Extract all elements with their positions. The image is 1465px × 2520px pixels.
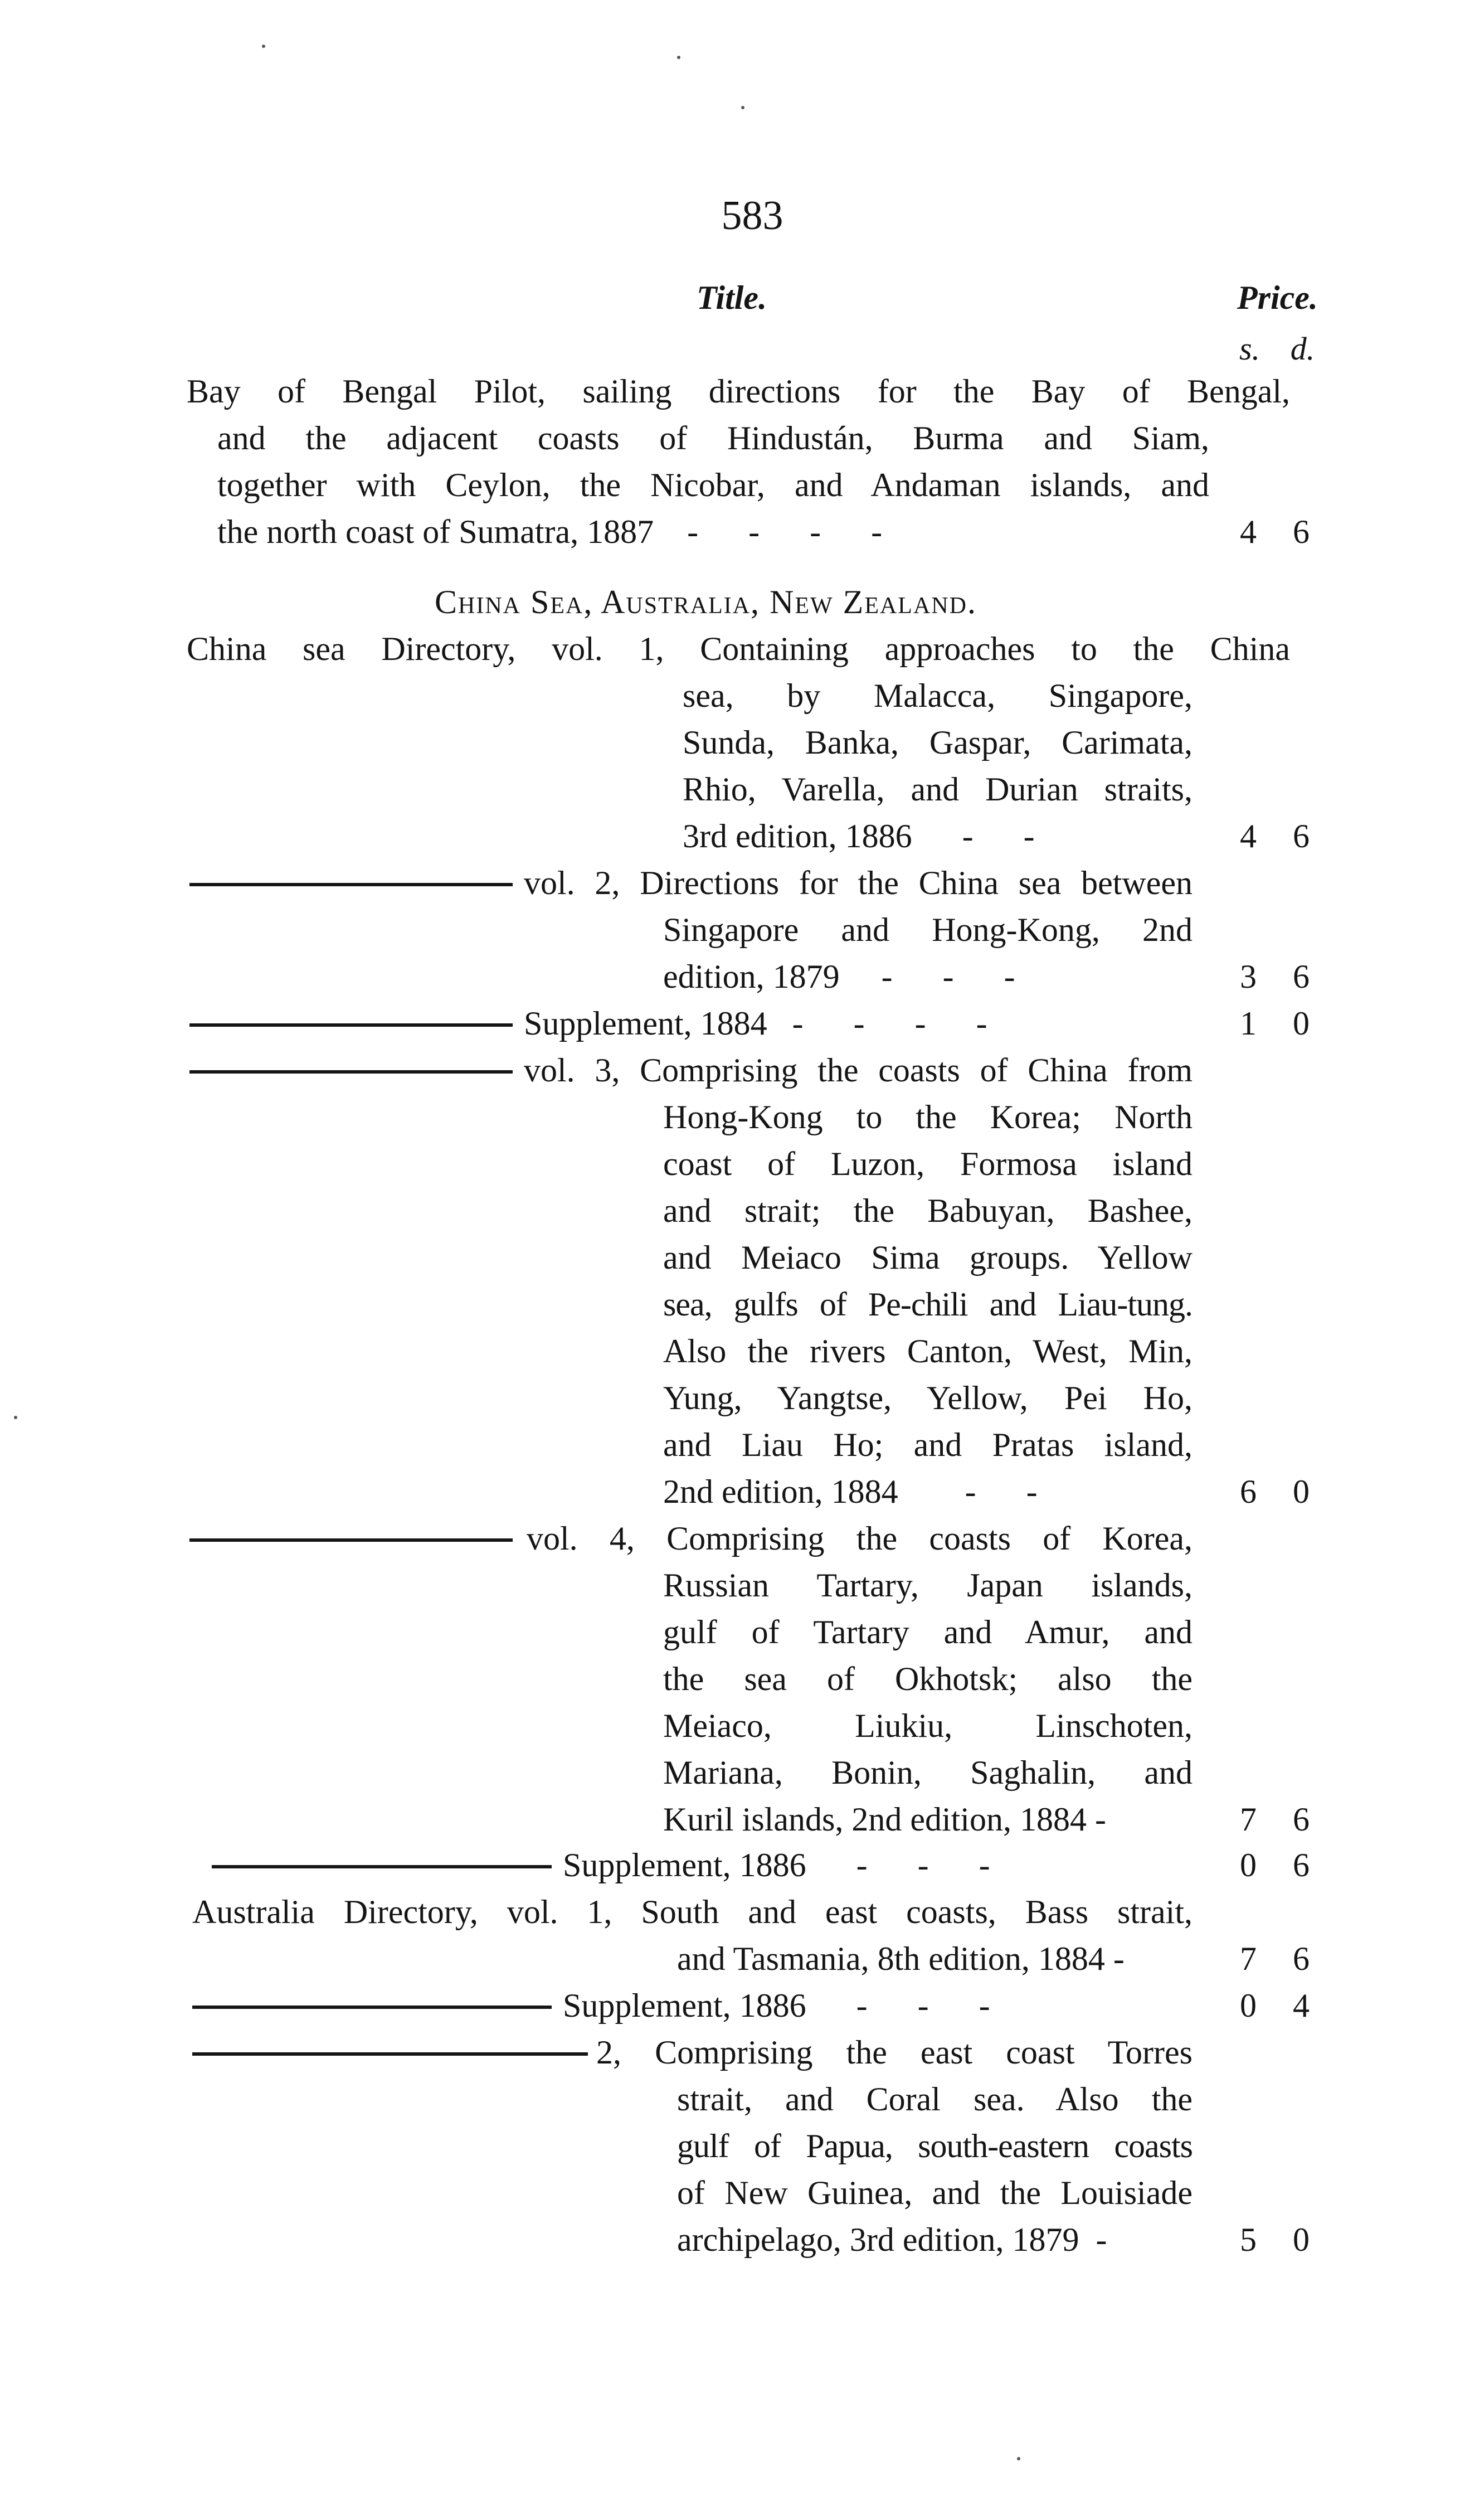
entry-line: Meiaco, Liukiu, Linschoten, — [663, 1707, 1193, 1744]
price-pence: 0 — [1293, 1005, 1310, 1042]
price-shillings: 4 — [1240, 818, 1257, 854]
price-units — [1223, 330, 1329, 367]
entry-line: Hong-Kong to the Korea; North — [663, 1099, 1193, 1135]
price-shillings: 7 — [1240, 1801, 1257, 1838]
entry-line: 2, Comprising the east coast Torres — [596, 2034, 1193, 2071]
price-pence: 6 — [1293, 958, 1310, 995]
entry-line: Mariana, Bonin, Saghalin, and — [663, 1754, 1193, 1791]
entry-line: and Tasmania, 8th edition, 1884 - — [677, 1940, 1125, 1977]
price-pence: 0 — [1293, 2221, 1310, 2258]
ditto-rule — [189, 1538, 513, 1542]
entry-line: Russian Tartary, Japan islands, — [663, 1567, 1193, 1604]
price-pence: 6 — [1293, 513, 1310, 550]
ditto-rule — [212, 1865, 552, 1868]
page-number: 583 — [721, 193, 783, 239]
entry-line: sea, by Malacca, Singapore, — [683, 677, 1193, 714]
price-column-header: Price. — [1237, 279, 1318, 316]
entry-line: sea, gulfs of Pe-chili and Liau-tung. — [663, 1286, 1193, 1323]
section-heading: China Sea, Australia, New Zealand. — [435, 584, 977, 620]
price-pence: 0 — [1293, 1473, 1310, 1510]
price-shillings: 7 — [1240, 1940, 1257, 1977]
price-pence: 6 — [1293, 1801, 1310, 1838]
price-shillings: 3 — [1240, 958, 1257, 995]
entry-line: together with Ceylon, the Nicobar, and Andaman islands, and — [217, 467, 1209, 503]
price-pence: 6 — [1293, 1940, 1310, 1977]
ditto-rule — [189, 1023, 513, 1027]
entry-line: Singapore and Hong-Kong, 2nd — [663, 911, 1193, 948]
entry-line: vol. 4, Comprising the coasts of Korea, — [527, 1520, 1193, 1557]
entry-line: Sunda, Banka, Gaspar, Carimata, — [683, 724, 1193, 761]
shillings-header: s. — [1239, 331, 1260, 367]
entry-line: vol. 2, Directions for the China sea between — [524, 865, 1193, 901]
pence-header: d. — [1290, 331, 1315, 367]
entry-line: vol. 3, Comprising the coasts of China from — [524, 1052, 1193, 1089]
entry-line: gulf of Tartary and Amur, and — [663, 1614, 1193, 1650]
price-pence: 4 — [1293, 1987, 1310, 2024]
entry-line: coast of Luzon, Formosa island — [663, 1145, 1193, 1182]
entry-line: Yung, Yangtse, Yellow, Pei Ho, — [663, 1380, 1193, 1416]
price-shillings: 4 — [1240, 513, 1257, 550]
entry-line: 2nd edition, 1884 - - — [663, 1473, 1038, 1510]
price-pence: 6 — [1293, 818, 1310, 854]
entry-line: gulf of Papua, south-eastern coasts — [677, 2128, 1193, 2164]
entry-line: Supplement, 1886 - - - — [563, 1987, 990, 2024]
entry-line: and Liau Ho; and Pratas island, — [663, 1426, 1193, 1463]
entry-line: strait, and Coral sea. Also the — [677, 2081, 1193, 2118]
entry-line: archipelago, 3rd edition, 1879 - — [677, 2221, 1107, 2258]
entry-line: Bay of Bengal Pilot, sailing directions for the Bay of Bengal, — [187, 373, 1290, 410]
price-shillings: 1 — [1240, 1005, 1257, 1042]
entry-line: Supplement, 1886 - - - — [563, 1847, 990, 1883]
entry-line: and the adjacent coasts of Hindustán, Burma and Siam, — [217, 420, 1209, 457]
price-pence: 6 — [1293, 1847, 1310, 1883]
entry-line: Also the rivers Canton, West, Min, — [663, 1333, 1193, 1370]
price-shillings: 6 — [1240, 1473, 1257, 1510]
price-shillings: 5 — [1240, 2221, 1257, 2258]
entry-line: China sea Directory, vol. 1, Containing approaches to the China — [187, 630, 1290, 667]
entry-line: Rhio, Varella, and Durian straits, — [683, 771, 1193, 808]
entry-line: the sea of Okhotsk; also the — [663, 1660, 1193, 1697]
entry-line: of New Guinea, and the Louisiade — [677, 2174, 1193, 2211]
entry-line: and strait; the Babuyan, Bashee, — [663, 1192, 1193, 1229]
entry-line: 3rd edition, 1886 - - — [683, 818, 1035, 854]
ditto-rule — [192, 2006, 552, 2009]
scan-speck — [741, 106, 744, 109]
price-shillings: 0 — [1240, 1847, 1257, 1883]
entry-line: edition, 1879 - - - — [663, 958, 1015, 995]
entry-line: Kuril islands, 2nd edition, 1884 - — [663, 1801, 1106, 1838]
title-column-header: Title. — [697, 279, 767, 316]
scan-speck — [262, 45, 265, 48]
entry-line: the north coast of Sumatra, 1887 - - - - — [217, 513, 883, 550]
price-shillings: 0 — [1240, 1987, 1257, 2024]
scan-speck — [14, 1416, 17, 1419]
ditto-rule — [189, 883, 513, 886]
scan-speck — [677, 56, 680, 59]
entry-line: Australia Directory, vol. 1, South and east coasts, Bass strait, — [192, 1893, 1193, 1930]
entry-line: and Meiaco Sima groups. Yellow — [663, 1239, 1193, 1276]
entry-line: Supplement, 1884 - - - - — [524, 1005, 987, 1042]
scan-speck — [1017, 2457, 1020, 2460]
ditto-rule — [189, 1070, 513, 1074]
ditto-rule — [192, 2052, 588, 2056]
